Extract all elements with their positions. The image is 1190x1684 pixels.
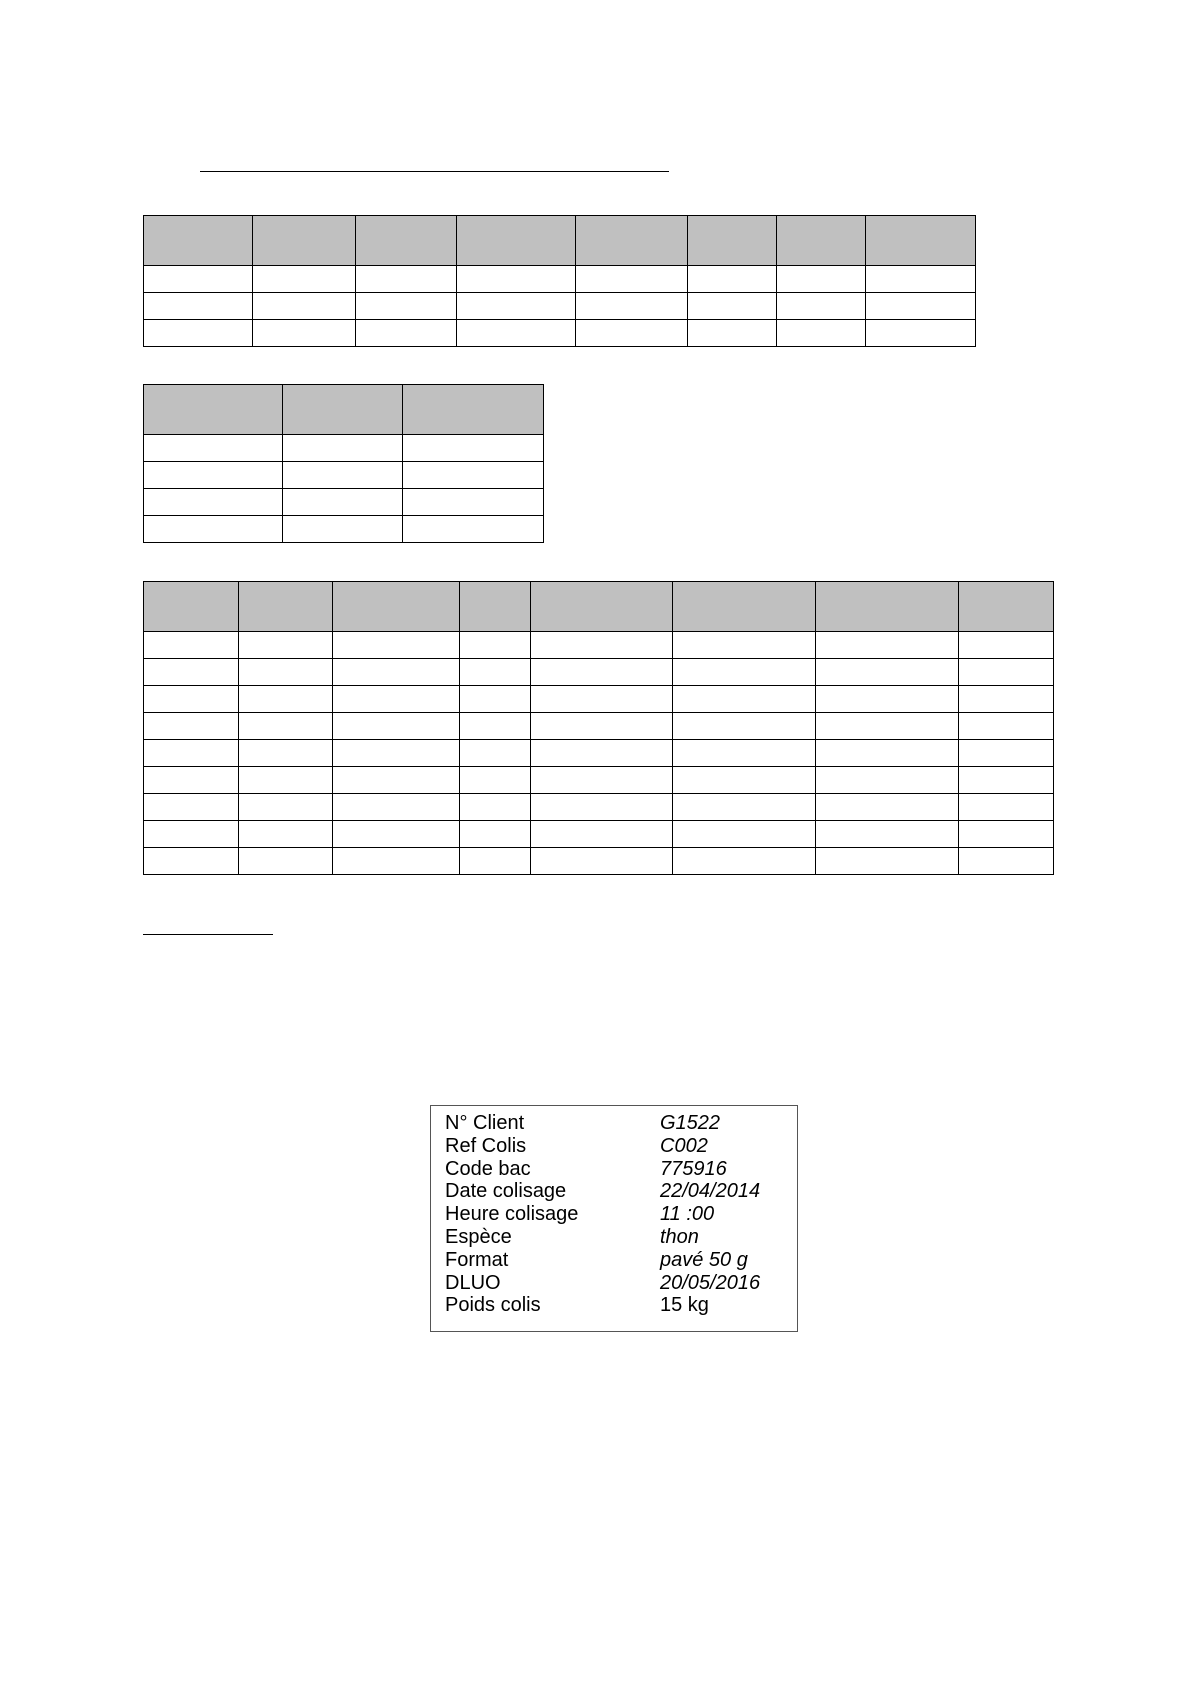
- label-value: C002: [660, 1134, 708, 1157]
- table-cell: [460, 821, 531, 848]
- label-key: Code bac: [445, 1157, 531, 1180]
- label-key: N° Client: [445, 1112, 525, 1134]
- label-key: Poids colis: [445, 1294, 541, 1317]
- header-cell: [531, 582, 673, 632]
- table-cell: [144, 821, 239, 848]
- label-key: Ref Colis: [445, 1134, 527, 1157]
- table-cell: [333, 767, 460, 794]
- table-cell: [866, 266, 976, 293]
- title-underline: [200, 171, 669, 172]
- table-cell: [673, 686, 816, 713]
- table-cell: [816, 659, 959, 686]
- table-cell: [673, 713, 816, 740]
- table-cell: [673, 848, 816, 875]
- header-cell: [457, 216, 576, 266]
- header-cell: [333, 582, 460, 632]
- table-cell: [333, 713, 460, 740]
- table-row: [144, 659, 1054, 686]
- table-cell: [531, 848, 673, 875]
- table-row: [144, 489, 544, 516]
- table-cell: [356, 320, 457, 347]
- header-cell: [356, 216, 457, 266]
- table-cell: [688, 293, 777, 320]
- section-underline: [143, 934, 273, 935]
- label-row-espece: [445, 1226, 797, 1249]
- label-row-dluo: [445, 1272, 797, 1295]
- table-cell: [144, 320, 253, 347]
- header-cell: [673, 582, 816, 632]
- table-cell: [144, 462, 283, 489]
- table-cell: [531, 632, 673, 659]
- table-row: [144, 516, 544, 543]
- table-cell: [816, 767, 959, 794]
- label-value: thon: [660, 1225, 699, 1248]
- label-row-heure-colisage: [445, 1203, 797, 1226]
- table-cell: [460, 632, 531, 659]
- label-value: pavé 50 g: [660, 1248, 748, 1271]
- table-cell: [688, 266, 777, 293]
- label-key: Espèce: [445, 1225, 512, 1248]
- table-cell: [144, 794, 239, 821]
- label-key: Date colisage: [445, 1180, 567, 1203]
- table-cell: [460, 686, 531, 713]
- table-row: [144, 293, 976, 320]
- table-cell: [531, 659, 673, 686]
- table-cell: [866, 293, 976, 320]
- table-cell: [959, 821, 1054, 848]
- table-1: [143, 215, 976, 347]
- table-cell: [333, 794, 460, 821]
- table-cell: [333, 848, 460, 875]
- table-cell: [777, 266, 866, 293]
- table-cell: [144, 266, 253, 293]
- label-value: 15 kg: [660, 1294, 709, 1317]
- label-row-poids-colis: [445, 1294, 797, 1317]
- table-row: [144, 740, 1054, 767]
- table-cell: [333, 659, 460, 686]
- label-key: Heure colisage: [445, 1203, 579, 1226]
- table-2-header-row: [144, 385, 544, 435]
- header-cell: [253, 216, 356, 266]
- table-cell: [959, 659, 1054, 686]
- table-cell: [239, 767, 333, 794]
- table-cell: [673, 740, 816, 767]
- table-cell: [531, 821, 673, 848]
- table-cell: [531, 686, 673, 713]
- table-cell: [144, 489, 283, 516]
- label-row-date-colisage: [445, 1180, 797, 1203]
- label-value: 11 :00: [660, 1203, 715, 1226]
- table-cell: [403, 435, 544, 462]
- table-cell: [576, 266, 688, 293]
- label-key: DLUO: [445, 1271, 501, 1294]
- table-cell: [333, 632, 460, 659]
- table-cell: [283, 516, 403, 543]
- table-cell: [959, 794, 1054, 821]
- table-cell: [356, 266, 457, 293]
- header-cell: [688, 216, 777, 266]
- table-cell: [333, 740, 460, 767]
- table-row: [144, 686, 1054, 713]
- label-value: 775916: [660, 1157, 727, 1180]
- header-cell: [239, 582, 333, 632]
- table-cell: [403, 489, 544, 516]
- table-cell: [239, 740, 333, 767]
- table-cell: [673, 821, 816, 848]
- table-cell: [283, 462, 403, 489]
- table-cell: [239, 659, 333, 686]
- table-cell: [460, 740, 531, 767]
- label-value: G1522: [660, 1112, 721, 1134]
- table-cell: [144, 767, 239, 794]
- table-cell: [144, 516, 283, 543]
- table-cell: [239, 794, 333, 821]
- table-cell: [866, 320, 976, 347]
- table-row: [144, 435, 544, 462]
- table-cell: [144, 848, 239, 875]
- table-cell: [959, 740, 1054, 767]
- table-cell: [959, 767, 1054, 794]
- table-cell: [356, 293, 457, 320]
- table-1-header-row: [144, 216, 976, 266]
- label-value: 22/04/2014: [660, 1180, 761, 1203]
- table-cell: [460, 659, 531, 686]
- table-cell: [144, 293, 253, 320]
- table-cell: [239, 848, 333, 875]
- table-cell: [144, 435, 283, 462]
- table-cell: [333, 686, 460, 713]
- table-cell: [239, 821, 333, 848]
- table-cell: [457, 266, 576, 293]
- table-cell: [777, 320, 866, 347]
- table-cell: [531, 767, 673, 794]
- table-cell: [576, 320, 688, 347]
- table-row: [144, 821, 1054, 848]
- table-cell: [457, 293, 576, 320]
- table-cell: [531, 794, 673, 821]
- table-cell: [816, 794, 959, 821]
- header-cell: [460, 582, 531, 632]
- table-cell: [239, 632, 333, 659]
- table-cell: [576, 293, 688, 320]
- table-3-header-row: [144, 582, 1054, 632]
- table-cell: [283, 435, 403, 462]
- table-cell: [239, 713, 333, 740]
- table-cell: [816, 686, 959, 713]
- table-cell: [959, 686, 1054, 713]
- header-cell: [144, 582, 239, 632]
- table-3: [143, 581, 1054, 875]
- header-cell: [144, 216, 253, 266]
- table-cell: [816, 740, 959, 767]
- label-row-ref-colis: [445, 1135, 797, 1158]
- label-row-client: [445, 1112, 797, 1135]
- table-cell: [144, 686, 239, 713]
- table-cell: [239, 686, 333, 713]
- table-cell: [460, 767, 531, 794]
- table-cell: [144, 740, 239, 767]
- table-cell: [673, 767, 816, 794]
- header-cell: [283, 385, 403, 435]
- table-row: [144, 266, 976, 293]
- label-row-code-bac: [445, 1158, 797, 1181]
- table-row: [144, 794, 1054, 821]
- header-cell: [576, 216, 688, 266]
- label-key: Format: [445, 1248, 509, 1271]
- table-cell: [403, 516, 544, 543]
- table-cell: [816, 848, 959, 875]
- table-2: [143, 384, 544, 543]
- table-cell: [816, 632, 959, 659]
- table-cell: [403, 462, 544, 489]
- table-row: [144, 632, 1054, 659]
- table-cell: [460, 848, 531, 875]
- table-row: [144, 848, 1054, 875]
- table-cell: [816, 713, 959, 740]
- table-cell: [333, 821, 460, 848]
- table-cell: [460, 713, 531, 740]
- header-cell: [816, 582, 959, 632]
- header-cell: [144, 385, 283, 435]
- table-row: [144, 320, 976, 347]
- table-cell: [144, 659, 239, 686]
- header-cell: [403, 385, 544, 435]
- table-row: [144, 462, 544, 489]
- label-value: 20/05/2016: [660, 1271, 761, 1294]
- table-cell: [777, 293, 866, 320]
- table-cell: [816, 821, 959, 848]
- label-row-format: [445, 1249, 797, 1272]
- table-cell: [673, 632, 816, 659]
- table-cell: [673, 794, 816, 821]
- table-cell: [144, 632, 239, 659]
- table-cell: [457, 320, 576, 347]
- table-cell: [253, 320, 356, 347]
- table-cell: [688, 320, 777, 347]
- table-cell: [531, 713, 673, 740]
- header-cell: [866, 216, 976, 266]
- table-cell: [959, 713, 1054, 740]
- table-row: [144, 713, 1054, 740]
- header-cell: [777, 216, 866, 266]
- table-cell: [673, 659, 816, 686]
- header-cell: [959, 582, 1054, 632]
- table-cell: [253, 293, 356, 320]
- colis-label: [430, 1105, 798, 1332]
- table-cell: [144, 713, 239, 740]
- table-cell: [959, 848, 1054, 875]
- table-cell: [460, 794, 531, 821]
- table-cell: [253, 266, 356, 293]
- table-row: [144, 767, 1054, 794]
- table-cell: [283, 489, 403, 516]
- table-cell: [531, 740, 673, 767]
- table-cell: [959, 632, 1054, 659]
